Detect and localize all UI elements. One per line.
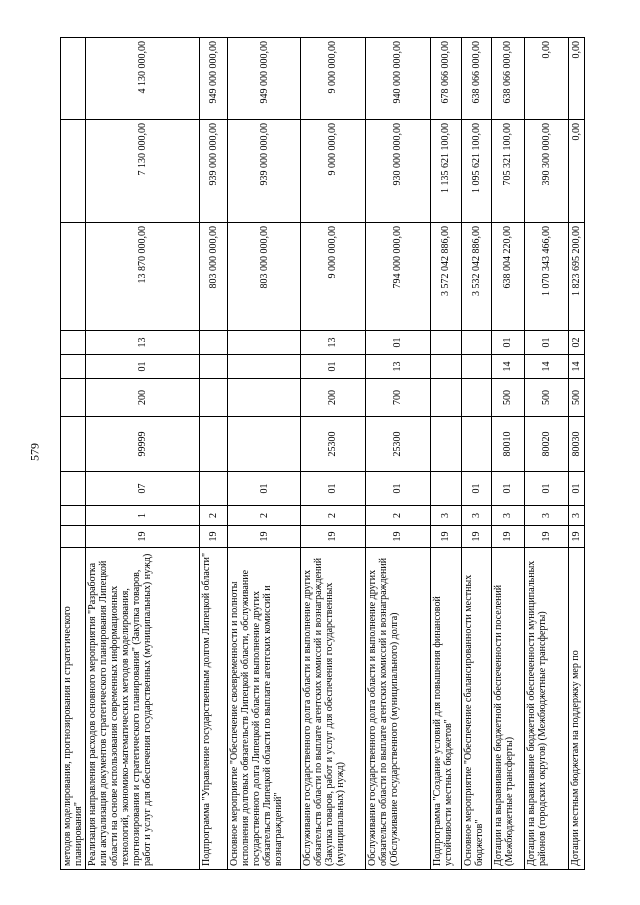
code-cell: 01 bbox=[365, 472, 430, 506]
amount-cell: 638 066 000,00 bbox=[491, 38, 524, 120]
code-cell bbox=[430, 355, 461, 379]
code-cell: 99999 bbox=[86, 417, 200, 472]
amount-cell: 390 300 000,00 bbox=[524, 120, 568, 223]
code-cell bbox=[461, 355, 491, 379]
code-cell: 200 bbox=[301, 379, 365, 417]
code-cell: 14 bbox=[524, 355, 568, 379]
code-cell: 01 bbox=[86, 355, 200, 379]
row-description: Обслуживание государственного долга области и выполнение других обязательств области по выплате агентских комиссий и вознаграждений (Обслуживание государственного (муниципального) долга) bbox=[365, 548, 430, 870]
code-cell: 500 bbox=[568, 379, 584, 417]
code-cell: 19 bbox=[491, 526, 524, 548]
amount-cell: 638 066 000,00 bbox=[461, 38, 491, 120]
code-cell: 3 bbox=[461, 506, 491, 526]
amount-cell: 7 130 000,00 bbox=[86, 120, 200, 223]
code-cell: 14 bbox=[491, 355, 524, 379]
amount-cell: 0,00 bbox=[524, 38, 568, 120]
code-cell: 01 bbox=[568, 472, 584, 506]
code-cell bbox=[61, 331, 86, 355]
code-cell: 19 bbox=[568, 526, 584, 548]
code-cell: 25300 bbox=[301, 417, 365, 472]
row-description: Подпрограмма "Создание условий для повышения финансовой устойчивости местных бюджетов" bbox=[430, 548, 461, 870]
amount-cell: 3 572 042 886,00 bbox=[430, 223, 461, 331]
amount-cell: 1 070 343 466,00 bbox=[524, 223, 568, 331]
code-cell: 19 bbox=[461, 526, 491, 548]
code-cell bbox=[430, 331, 461, 355]
amount-cell: 705 321 100,00 bbox=[491, 120, 524, 223]
amount-cell bbox=[61, 38, 86, 120]
amount-cell: 939 000 000,00 bbox=[228, 120, 301, 223]
code-cell: 3 bbox=[491, 506, 524, 526]
row-description: Дотации на выравнивание бюджетной обеспеченности муниципальных районов (городских округов) (Межбюджетные трансферты) bbox=[524, 548, 568, 870]
code-cell bbox=[61, 379, 86, 417]
amount-cell: 803 000 000,00 bbox=[228, 223, 301, 331]
code-cell: 2 bbox=[200, 506, 228, 526]
code-cell: 19 bbox=[228, 526, 301, 548]
code-cell: 700 bbox=[365, 379, 430, 417]
table-row bbox=[200, 38, 228, 870]
table-row bbox=[86, 38, 200, 870]
code-cell: 13 bbox=[86, 331, 200, 355]
code-cell: 500 bbox=[491, 379, 524, 417]
amount-cell: 9 000 000,00 bbox=[301, 223, 365, 331]
amount-cell: 678 066 000,00 bbox=[430, 38, 461, 120]
code-cell: 500 bbox=[524, 379, 568, 417]
code-cell: 01 bbox=[365, 331, 430, 355]
code-cell: 13 bbox=[365, 355, 430, 379]
table-row bbox=[524, 38, 568, 870]
code-cell bbox=[461, 331, 491, 355]
code-cell bbox=[200, 379, 228, 417]
row-description: Реализация направления расходов основного мероприятия "Разработка или актуализация документов стратегического планирования Липецкой области на основе использования современных информационных технологий, экономико-математических методов моделирования, прогнозирования и стратегического планирования" (Закупка товаров, работ и услуг для обеспечения государственных (муниципальных) нужд) bbox=[86, 548, 200, 870]
amount-cell: 638 004 220,00 bbox=[491, 223, 524, 331]
amount-cell: 0,00 bbox=[568, 120, 584, 223]
amount-cell: 4 130 000,00 bbox=[86, 38, 200, 120]
row-description: Основное мероприятие "Обеспечение своевременности и полноты исполнения долговых обязательств Липецкой области, обслуживание государственного долга Липецкой области и выполнение других обязательств Липецкой области по выплате агентских комиссий и вознаграждений" bbox=[228, 548, 301, 870]
code-cell: 2 bbox=[301, 506, 365, 526]
rotated-page bbox=[60, 38, 585, 870]
code-cell bbox=[430, 417, 461, 472]
code-cell: 25300 bbox=[365, 417, 430, 472]
code-cell: 2 bbox=[228, 506, 301, 526]
code-cell: 200 bbox=[86, 379, 200, 417]
code-cell: 80030 bbox=[568, 417, 584, 472]
row-description: Основное мероприятие "Обеспечение сбалансированности местных бюджетов" bbox=[461, 548, 491, 870]
row-description: Подпрограмма "Управление государственным долгом Липецкой области" bbox=[200, 548, 228, 870]
budget-table bbox=[60, 37, 585, 870]
code-cell: 01 bbox=[301, 355, 365, 379]
code-cell bbox=[461, 379, 491, 417]
code-cell: 19 bbox=[365, 526, 430, 548]
code-cell: 19 bbox=[86, 526, 200, 548]
code-cell bbox=[228, 331, 301, 355]
row-description: методов моделирования, прогнозирования и стратегического планирования" bbox=[61, 548, 86, 870]
amount-cell: 930 000 000,00 bbox=[365, 120, 430, 223]
table-body bbox=[61, 38, 585, 870]
amount-cell: 3 532 042 886,00 bbox=[461, 223, 491, 331]
code-cell bbox=[61, 355, 86, 379]
code-cell: 01 bbox=[491, 331, 524, 355]
table-row bbox=[430, 38, 461, 870]
code-cell: 02 bbox=[568, 331, 584, 355]
code-cell: 19 bbox=[524, 526, 568, 548]
code-cell: 80010 bbox=[491, 417, 524, 472]
table-row bbox=[461, 38, 491, 870]
code-cell: 14 bbox=[568, 355, 584, 379]
amount-cell bbox=[61, 120, 86, 223]
code-cell bbox=[461, 417, 491, 472]
code-cell: 01 bbox=[491, 472, 524, 506]
code-cell: 3 bbox=[524, 506, 568, 526]
table-row bbox=[568, 38, 584, 870]
code-cell: 01 bbox=[461, 472, 491, 506]
amount-cell: 9 000 000,00 bbox=[301, 38, 365, 120]
amount-cell: 794 000 000,00 bbox=[365, 223, 430, 331]
code-cell: 07 bbox=[86, 472, 200, 506]
table-row bbox=[228, 38, 301, 870]
code-cell bbox=[61, 526, 86, 548]
code-cell bbox=[61, 506, 86, 526]
table-container bbox=[60, 38, 585, 870]
amount-cell: 13 870 000,00 bbox=[86, 223, 200, 331]
amount-cell: 949 000 000,00 bbox=[228, 38, 301, 120]
code-cell: 1 bbox=[86, 506, 200, 526]
table-row bbox=[491, 38, 524, 870]
code-cell bbox=[430, 472, 461, 506]
amount-cell: 1 095 621 100,00 bbox=[461, 120, 491, 223]
amount-cell: 0,00 bbox=[568, 38, 584, 120]
code-cell: 19 bbox=[301, 526, 365, 548]
amount-cell: 9 000 000,00 bbox=[301, 120, 365, 223]
code-cell bbox=[228, 379, 301, 417]
code-cell: 3 bbox=[568, 506, 584, 526]
row-description: Дотации местным бюджетам на поддержку мер по bbox=[568, 548, 584, 870]
amount-cell bbox=[61, 223, 86, 331]
code-cell: 01 bbox=[301, 472, 365, 506]
amount-cell: 1 135 621 100,00 bbox=[430, 120, 461, 223]
code-cell: 2 bbox=[365, 506, 430, 526]
code-cell: 19 bbox=[430, 526, 461, 548]
amount-cell: 1 823 695 200,00 bbox=[568, 223, 584, 331]
code-cell: 01 bbox=[524, 472, 568, 506]
amount-cell: 949 000 000,00 bbox=[200, 38, 228, 120]
table-row bbox=[301, 38, 365, 870]
code-cell: 01 bbox=[524, 331, 568, 355]
code-cell bbox=[200, 472, 228, 506]
code-cell: 13 bbox=[301, 331, 365, 355]
code-cell bbox=[228, 355, 301, 379]
code-cell: 01 bbox=[228, 472, 301, 506]
code-cell bbox=[200, 417, 228, 472]
code-cell: 80020 bbox=[524, 417, 568, 472]
code-cell bbox=[61, 417, 86, 472]
amount-cell: 940 000 000,00 bbox=[365, 38, 430, 120]
code-cell: 19 bbox=[200, 526, 228, 548]
code-cell bbox=[430, 379, 461, 417]
amount-cell: 939 000 000,00 bbox=[200, 120, 228, 223]
amount-cell: 803 000 000,00 bbox=[200, 223, 228, 331]
code-cell: 3 bbox=[430, 506, 461, 526]
table-row bbox=[365, 38, 430, 870]
row-description: Дотации на выравнивание бюджетной обеспеченности поселений (Межбюджетные трансферты) bbox=[491, 548, 524, 870]
page-number: 579 bbox=[27, 443, 42, 461]
code-cell bbox=[61, 472, 86, 506]
code-cell bbox=[228, 417, 301, 472]
code-cell bbox=[200, 331, 228, 355]
code-cell bbox=[200, 355, 228, 379]
table-row bbox=[61, 38, 86, 870]
row-description: Обслуживание государственного долга области и выполнение других обязательств области по выплате агентских комиссий и вознаграждений (Закупка товаров, работ и услуг для обеспечения государственных (муниципальных) нужд) bbox=[301, 548, 365, 870]
